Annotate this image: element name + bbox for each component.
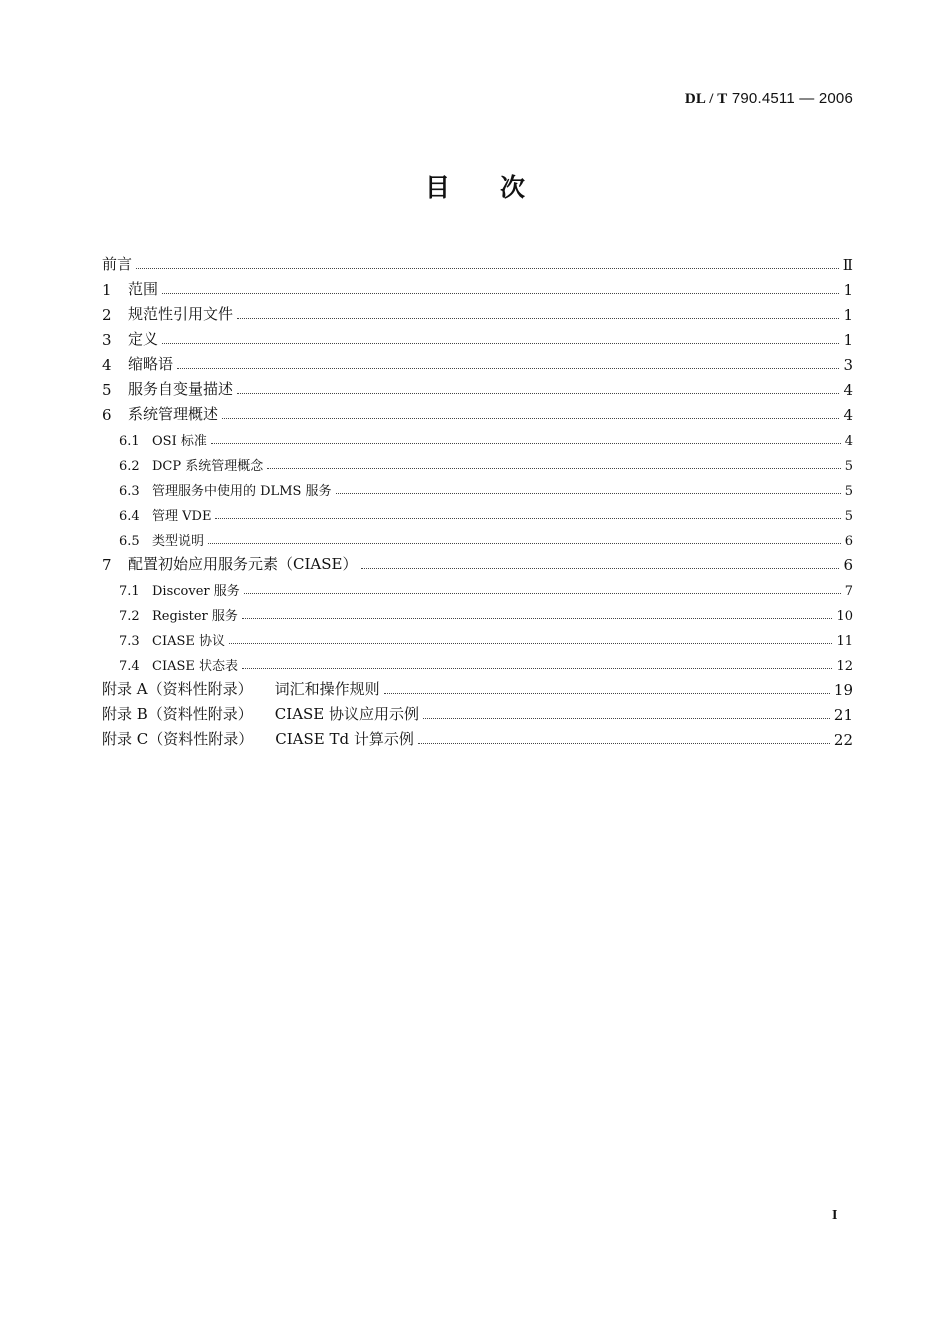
toc-leader-dots: [242, 617, 833, 619]
appendix-title: 词汇和操作规则: [274, 680, 380, 698]
toc-label: 范围: [128, 280, 159, 298]
toc-label: CIASE 状态表: [152, 659, 238, 674]
toc-leader-dots: [384, 692, 830, 694]
page-number: I: [832, 1208, 838, 1223]
toc-page-number: 3: [843, 356, 853, 374]
toc-entry-7-2[interactable]: [102, 599, 853, 624]
toc-page-number: 5: [844, 459, 853, 474]
page-title: [0, 168, 950, 204]
toc-page-number: 1: [843, 306, 853, 324]
toc-entry-6-5[interactable]: [102, 524, 853, 549]
standard-prefix: DL / T: [684, 91, 728, 107]
toc-label: 定义: [128, 330, 159, 348]
toc-entry-6[interactable]: [102, 399, 853, 424]
toc-leader-dots: [242, 667, 832, 669]
toc-number: 5: [102, 381, 112, 399]
title-char-1: 目: [424, 173, 450, 202]
toc-page-number: 10: [836, 609, 853, 624]
toc-label: Register 服务: [152, 609, 238, 624]
toc-page-number: 4: [843, 406, 853, 424]
appendix-heading: 附录 A（资料性附录）: [102, 680, 253, 698]
toc-leader-dots: [336, 492, 841, 494]
toc-page-number: 4: [843, 381, 853, 399]
toc-number: 1: [102, 281, 112, 299]
toc-number: 7.3: [119, 634, 140, 649]
toc-leader-dots: [361, 567, 839, 569]
toc-leader-dots: [244, 592, 841, 594]
toc-leader-dots: [211, 442, 841, 444]
toc-number: 6.2: [119, 459, 140, 474]
toc-entry-appendix-b[interactable]: [102, 699, 853, 724]
toc-page-number: 1: [843, 331, 853, 349]
toc-label: 配置初始应用服务元素（CIASE）: [128, 555, 358, 573]
toc-page-number: 5: [844, 484, 853, 499]
toc-label: 系统管理概述: [128, 405, 219, 423]
toc-entry-3[interactable]: [102, 324, 853, 349]
toc-page-number: 6: [843, 556, 853, 574]
toc-label: [102, 678, 380, 699]
toc-number: 6.1: [119, 434, 140, 449]
toc-entry-6-1[interactable]: [102, 424, 853, 449]
toc-label: OSI 标准: [152, 434, 207, 449]
toc-number: 6.5: [119, 534, 140, 549]
toc-entry-appendix-a[interactable]: [102, 674, 853, 699]
toc-leader-dots: [177, 367, 839, 369]
toc-page-number: 21: [833, 706, 853, 724]
toc-label: Discover 服务: [152, 584, 240, 599]
appendix-heading: 附录 B（资料性附录）: [102, 705, 253, 723]
toc-entry-5[interactable]: [102, 374, 853, 399]
toc-label: 管理服务中使用的 DLMS 服务: [152, 484, 332, 499]
toc-entry-6-3[interactable]: [102, 474, 853, 499]
toc-entry-7-1[interactable]: [102, 574, 853, 599]
toc-entry-7-4[interactable]: [102, 649, 853, 674]
title-char-2: 次: [500, 173, 526, 202]
toc-number: 6.3: [119, 484, 140, 499]
toc-label: CIASE 协议: [152, 634, 225, 649]
toc-page-number: 12: [836, 659, 853, 674]
toc-label: [102, 703, 419, 724]
toc-page-number: 22: [833, 731, 853, 749]
toc-number: 3: [102, 331, 112, 349]
toc-page-number: 7: [844, 584, 853, 599]
toc-leader-dots: [162, 292, 839, 294]
toc-number: 7.4: [119, 659, 140, 674]
standard-number: 790.4511 — 2006: [731, 90, 853, 107]
toc-leader-dots: [208, 542, 841, 544]
toc-number: 7: [102, 556, 112, 574]
toc-label: 服务自变量描述: [128, 380, 234, 398]
toc-page-number: Ⅱ: [842, 256, 853, 274]
toc-entry-6-2[interactable]: [102, 449, 853, 474]
table-of-contents: [102, 249, 853, 749]
toc-leader-dots: [215, 517, 840, 519]
toc-number: 7.1: [119, 584, 140, 599]
toc-number: 2: [102, 306, 112, 324]
toc-leader-dots: [418, 742, 830, 744]
toc-entry-appendix-c[interactable]: [102, 724, 853, 749]
standard-code: [685, 90, 853, 108]
toc-page-number: 11: [836, 634, 853, 649]
toc-page-number: 19: [833, 681, 853, 699]
toc-number: 4: [102, 356, 112, 374]
toc-leader-dots: [237, 392, 839, 394]
toc-number: 6: [102, 406, 112, 424]
toc-leader-dots: [423, 717, 830, 719]
toc-number: 7.2: [119, 609, 140, 624]
toc-leader-dots: [237, 317, 839, 319]
toc-label: DCP 系统管理概念: [152, 459, 264, 474]
toc-leader-dots: [267, 467, 840, 469]
toc-entry-4[interactable]: [102, 349, 853, 374]
toc-page-number: 1: [843, 281, 853, 299]
toc-number: 6.4: [119, 509, 140, 524]
toc-label: [102, 728, 414, 749]
toc-page-number: 5: [844, 509, 853, 524]
toc-label: 类型说明: [152, 534, 205, 549]
appendix-title: CIASE 协议应用示例: [274, 705, 420, 723]
toc-page-number: 4: [844, 434, 853, 449]
toc-entry-foreword[interactable]: [102, 249, 853, 274]
appendix-heading: 附录 C（资料性附录）: [102, 730, 254, 748]
toc-leader-dots: [136, 267, 839, 269]
toc-label: 缩略语: [128, 355, 174, 373]
toc-label: 前言: [102, 255, 133, 273]
toc-leader-dots: [162, 342, 839, 344]
toc-label: 管理 VDE: [152, 509, 212, 524]
toc-entry-2[interactable]: [102, 299, 853, 324]
toc-page-number: 6: [844, 534, 853, 549]
toc-label: 规范性引用文件: [128, 305, 234, 323]
toc-entry-7[interactable]: [102, 549, 853, 574]
toc-entry-7-3[interactable]: [102, 624, 853, 649]
toc-leader-dots: [229, 642, 832, 644]
toc-leader-dots: [222, 417, 839, 419]
toc-entry-6-4[interactable]: [102, 499, 853, 524]
appendix-title: CIASE Td 计算示例: [275, 730, 414, 748]
toc-entry-1[interactable]: [102, 274, 853, 299]
